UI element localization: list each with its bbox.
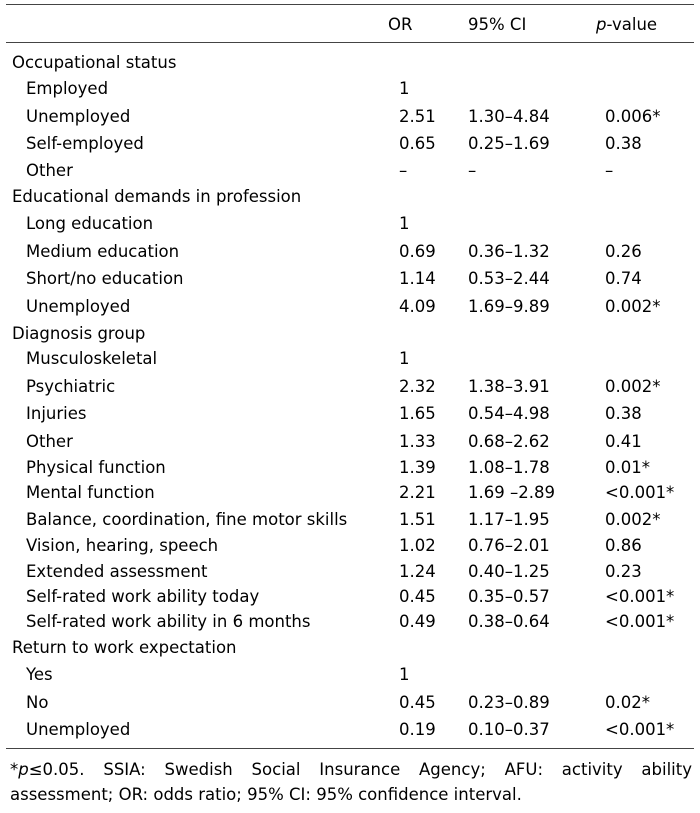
confidence-interval-cell: 0.54–4.98 xyxy=(468,404,550,423)
row-label: Self-rated work ability today xyxy=(26,587,260,606)
odds-ratio-cell: 0.65 xyxy=(399,134,436,153)
table-row xyxy=(0,294,700,320)
p-value-cell: 0.002* xyxy=(605,510,661,529)
row-label: Employed xyxy=(26,79,109,98)
table-row xyxy=(0,239,700,265)
confidence-interval-cell: 0.38–0.64 xyxy=(468,612,550,631)
p-value-cell: 0.002* xyxy=(605,377,661,396)
section-header-row xyxy=(0,321,700,347)
footnote-p-italic: p xyxy=(18,760,29,779)
odds-ratio-cell: 0.45 xyxy=(399,693,436,712)
table-row xyxy=(0,346,700,372)
row-label: Medium education xyxy=(26,242,180,261)
table-row xyxy=(0,507,700,533)
p-value-cell: 0.006* xyxy=(605,107,661,126)
odds-ratio-cell: 2.32 xyxy=(399,377,436,396)
odds-ratio-cell: 1 xyxy=(399,79,410,98)
footnote: *p≤0.05. SSIA: Swedish Social Insurance Agency; AFU: activity ability assessment; OR: odds ratio; 95% CI: 95% confidence interval. xyxy=(10,760,692,804)
section-header-row xyxy=(0,635,700,661)
p-value-cell: <0.001* xyxy=(605,612,675,631)
confidence-interval-cell: – xyxy=(468,161,477,180)
odds-ratio-cell: 2.51 xyxy=(399,107,436,126)
table-row xyxy=(0,104,700,130)
confidence-interval-cell: 1.17–1.95 xyxy=(468,510,550,529)
header-p-italic: p xyxy=(596,15,607,34)
row-label: Occupational status xyxy=(12,53,177,72)
odds-ratio-cell: 0.49 xyxy=(399,612,436,631)
p-value-cell: 0.26 xyxy=(605,242,642,261)
table-row xyxy=(0,480,700,506)
table-bottom-rule xyxy=(6,748,694,749)
odds-ratio-cell: 4.09 xyxy=(399,297,436,316)
table-row xyxy=(0,609,700,635)
table-row xyxy=(0,76,700,102)
confidence-interval-cell: 0.76–2.01 xyxy=(468,536,550,555)
p-value-cell: <0.001* xyxy=(605,483,675,502)
row-label: Unemployed xyxy=(26,720,131,739)
table-row xyxy=(0,717,700,743)
table-row xyxy=(0,266,700,292)
row-label: No xyxy=(26,693,49,712)
confidence-interval-cell: 0.53–2.44 xyxy=(468,269,550,288)
confidence-interval-cell: 1.08–1.78 xyxy=(468,458,550,477)
row-label: Other xyxy=(26,161,73,180)
confidence-interval-cell: 0.68–2.62 xyxy=(468,432,550,451)
row-label: Balance, coordination, fine motor skills xyxy=(26,510,348,529)
table-row xyxy=(0,584,700,610)
table-row xyxy=(0,559,700,585)
odds-ratio-cell: 1.24 xyxy=(399,562,436,581)
odds-ratio-cell: 0.69 xyxy=(399,242,436,261)
row-label: Vision, hearing, speech xyxy=(26,536,219,555)
row-label: Psychiatric xyxy=(26,377,116,396)
row-label: Unemployed xyxy=(26,297,131,316)
row-label: Other xyxy=(26,432,73,451)
table-row xyxy=(0,211,700,237)
table-row xyxy=(0,401,700,427)
odds-ratio-cell: 1 xyxy=(399,349,410,368)
confidence-interval-cell: 0.40–1.25 xyxy=(468,562,550,581)
header-ci: 95% CI xyxy=(468,15,527,34)
header-p-value xyxy=(596,12,657,38)
row-label: Self-employed xyxy=(26,134,144,153)
confidence-interval-cell: 1.69 –2.89 xyxy=(468,483,555,502)
p-value-cell: 0.23 xyxy=(605,562,642,581)
confidence-interval-cell: 1.69–9.89 xyxy=(468,297,550,316)
odds-ratio-cell: 0.19 xyxy=(399,720,436,739)
confidence-interval-cell: 0.10–0.37 xyxy=(468,720,550,739)
row-label: Extended assessment xyxy=(26,562,208,581)
row-label: Unemployed xyxy=(26,107,131,126)
table-row xyxy=(0,429,700,455)
row-label: Long education xyxy=(26,214,154,233)
table-top-rule xyxy=(6,4,694,5)
odds-ratio-cell: 1.51 xyxy=(399,510,436,529)
row-label: Yes xyxy=(26,665,53,684)
confidence-interval-cell: 1.30–4.84 xyxy=(468,107,550,126)
confidence-interval-cell: 0.36–1.32 xyxy=(468,242,550,261)
odds-ratio-cell: – xyxy=(399,161,408,180)
odds-ratio-cell: 1 xyxy=(399,665,410,684)
p-value-cell: <0.001* xyxy=(605,720,675,739)
odds-ratio-cell: 2.21 xyxy=(399,483,436,502)
row-label: Mental function xyxy=(26,483,155,502)
p-value-cell: <0.001* xyxy=(605,587,675,606)
section-header-row xyxy=(0,184,700,210)
p-value-cell: 0.02* xyxy=(605,693,650,712)
odds-ratio-cell: 0.45 xyxy=(399,587,436,606)
odds-ratio-cell: 1.33 xyxy=(399,432,436,451)
p-value-cell: 0.74 xyxy=(605,269,642,288)
row-label: Injuries xyxy=(26,404,87,423)
odds-ratio-cell: 1.65 xyxy=(399,404,436,423)
p-value-cell: 0.38 xyxy=(605,404,642,423)
table-row xyxy=(0,533,700,559)
p-value-cell: 0.41 xyxy=(605,432,642,451)
confidence-interval-cell: 1.38–3.91 xyxy=(468,377,550,396)
table-row xyxy=(0,455,700,481)
odds-ratio-cell: 1 xyxy=(399,214,410,233)
row-label: Return to work expectation xyxy=(12,638,237,657)
confidence-interval-cell: 0.25–1.69 xyxy=(468,134,550,153)
odds-ratio-cell: 1.14 xyxy=(399,269,436,288)
row-label: Short/no education xyxy=(26,269,184,288)
p-value-cell: 0.002* xyxy=(605,297,661,316)
row-label: Musculoskeletal xyxy=(26,349,158,368)
row-label: Physical function xyxy=(26,458,166,477)
row-label: Educational demands in profession xyxy=(12,187,302,206)
header-rule xyxy=(6,42,694,43)
section-header-row xyxy=(0,50,700,76)
footnote-text: ≤0.05. SSIA: Swedish Social Insurance Agency; AFU: activity ability assessment; OR: odds ratio; 95% CI: 95% confidence interval. xyxy=(10,760,692,804)
table-row xyxy=(0,690,700,716)
row-label: Diagnosis group xyxy=(12,324,146,343)
header-or: OR xyxy=(388,15,413,34)
odds-ratio-cell: 1.02 xyxy=(399,536,436,555)
p-value-cell: – xyxy=(605,161,614,180)
confidence-interval-cell: 0.35–0.57 xyxy=(468,587,550,606)
table-row xyxy=(0,131,700,157)
odds-ratio-cell: 1.39 xyxy=(399,458,436,477)
table-row xyxy=(0,662,700,688)
table-row xyxy=(0,158,700,184)
p-value-cell: 0.38 xyxy=(605,134,642,153)
confidence-interval-cell: 0.23–0.89 xyxy=(468,693,550,712)
p-value-cell: 0.01* xyxy=(605,458,650,477)
row-label: Self-rated work ability in 6 months xyxy=(26,612,311,631)
header-p-rest: -value xyxy=(606,15,658,34)
p-value-cell: 0.86 xyxy=(605,536,642,555)
table-row xyxy=(0,374,700,400)
